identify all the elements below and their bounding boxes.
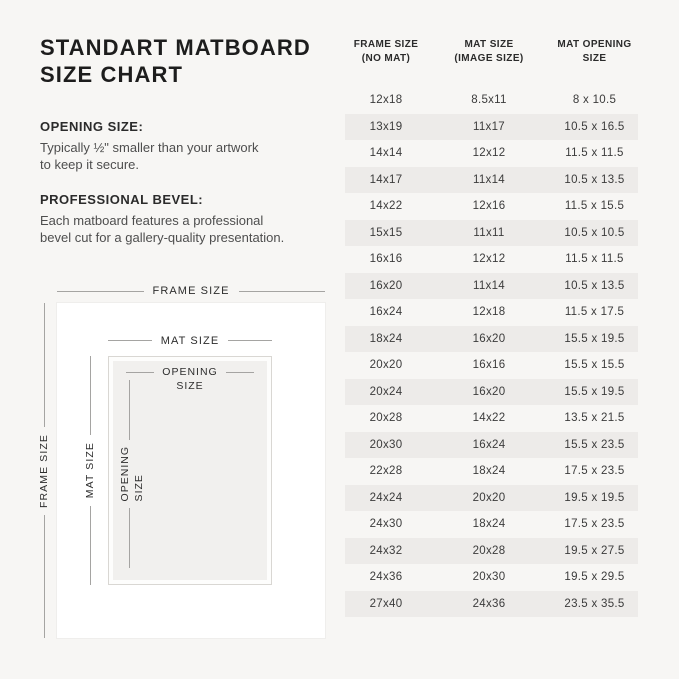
page-title bbox=[40, 34, 311, 88]
table-cell: 10.5 x 13.5 bbox=[564, 279, 625, 292]
table-row bbox=[345, 432, 638, 459]
dimension-line bbox=[90, 356, 91, 435]
dimension-line bbox=[126, 372, 154, 373]
professional-bevel-heading: PROFESSIONAL BEVEL: bbox=[40, 192, 204, 207]
table-row bbox=[345, 511, 638, 538]
column-header-mat-opening-size: MAT OPENING SIZE bbox=[557, 39, 632, 64]
table-cell: 14x22 bbox=[369, 200, 403, 213]
opening-size-label-horizontal: OPENING SIZE bbox=[162, 366, 218, 392]
table-cell: 24x24 bbox=[369, 491, 403, 504]
table-cell: 11.5 x 11.5 bbox=[565, 147, 624, 160]
table-cell: 13.5 x 21.5 bbox=[564, 412, 625, 425]
dimension-line bbox=[108, 340, 152, 341]
table-row bbox=[345, 564, 638, 591]
table-cell: 14x22 bbox=[472, 412, 506, 425]
table-cell: 12x12 bbox=[472, 253, 506, 266]
table-cell: 20x20 bbox=[369, 359, 403, 372]
table-cell: 24x36 bbox=[472, 597, 506, 610]
table-cell: 15.5 x 23.5 bbox=[564, 438, 625, 451]
table-cell: 12x18 bbox=[369, 94, 403, 107]
dimension-line bbox=[44, 515, 45, 639]
dimension-line bbox=[129, 508, 130, 568]
table-cell: 13x19 bbox=[369, 120, 403, 133]
table-row bbox=[345, 114, 638, 141]
column-header-frame-size: FRAME SIZE (NO MAT) bbox=[353, 39, 419, 64]
mat-size-horizontal-dimension bbox=[108, 334, 272, 347]
table-row bbox=[345, 140, 638, 167]
table-cell: 10.5 x 10.5 bbox=[564, 226, 625, 239]
table-cell: 24x32 bbox=[369, 544, 403, 557]
table-cell: 17.5 x 23.5 bbox=[564, 518, 625, 531]
column-header-mat-size: MAT SIZE (IMAGE SIZE) bbox=[454, 39, 524, 64]
table-cell: 14x17 bbox=[369, 173, 403, 186]
table-row bbox=[345, 326, 638, 353]
table-row bbox=[345, 167, 638, 194]
table-cell: 15x15 bbox=[369, 226, 403, 239]
table-cell: 11x14 bbox=[473, 173, 505, 186]
table-cell: 19.5 x 27.5 bbox=[564, 544, 625, 557]
table-row bbox=[345, 246, 638, 273]
table-row bbox=[345, 485, 638, 512]
professional-bevel-text-line2: bevel cut for a gallery-quality presentation. bbox=[40, 230, 285, 245]
table-cell: 20x24 bbox=[369, 385, 403, 398]
table-cell: 12x12 bbox=[472, 147, 506, 160]
table-cell: 10.5 x 13.5 bbox=[564, 173, 625, 186]
table-cell: 18x24 bbox=[369, 332, 403, 345]
table-cell: 16x20 bbox=[369, 279, 403, 292]
mat-size-vertical-dimension bbox=[84, 356, 97, 585]
table-cell: 11x11 bbox=[473, 226, 505, 239]
table-cell: 16x24 bbox=[472, 438, 506, 451]
table-cell: 8 x 10.5 bbox=[572, 94, 617, 107]
table-cell: 18x24 bbox=[472, 518, 506, 531]
table-cell: 18x24 bbox=[472, 465, 506, 478]
table-cell: 20x30 bbox=[369, 438, 403, 451]
table-cell: 11.5 x 17.5 bbox=[564, 306, 625, 319]
table-cell: 12x16 bbox=[472, 200, 506, 213]
frame-size-label-vertical: FRAME SIZE bbox=[38, 433, 51, 508]
page-title-line2: SIZE CHART bbox=[40, 62, 183, 87]
professional-bevel-info bbox=[40, 192, 284, 246]
table-cell: 20x20 bbox=[472, 491, 506, 504]
table-cell: 16x16 bbox=[472, 359, 506, 372]
table-cell: 27x40 bbox=[369, 597, 403, 610]
table-header-row bbox=[345, 30, 639, 65]
frame-size-label-horizontal: FRAME SIZE bbox=[152, 285, 230, 297]
dimension-line bbox=[57, 291, 144, 292]
table-cell: 23.5 x 35.5 bbox=[564, 597, 625, 610]
table-row bbox=[345, 405, 638, 432]
professional-bevel-text-line1: Each matboard features a professional bbox=[40, 213, 264, 228]
table-cell: 14x14 bbox=[369, 147, 403, 160]
dimension-line bbox=[228, 340, 272, 341]
table-cell: 15.5 x 19.5 bbox=[564, 385, 625, 398]
opening-size-horizontal-dimension bbox=[126, 366, 254, 393]
table-cell: 20x28 bbox=[472, 544, 506, 557]
table-row bbox=[345, 352, 638, 379]
table-body bbox=[345, 87, 638, 617]
table-cell: 16x24 bbox=[369, 306, 403, 319]
table-cell: 20x28 bbox=[369, 412, 403, 425]
table-cell: 16x20 bbox=[472, 332, 506, 345]
opening-size-label-vertical: OPENING SIZE bbox=[118, 446, 145, 502]
table-cell: 20x30 bbox=[472, 571, 506, 584]
table-cell: 8.5x11 bbox=[471, 94, 507, 107]
dimension-line bbox=[226, 372, 254, 373]
table-cell: 16x16 bbox=[369, 253, 403, 266]
table-cell: 12x18 bbox=[472, 306, 506, 319]
table-cell: 15.5 x 15.5 bbox=[564, 359, 625, 372]
table-cell: 19.5 x 29.5 bbox=[564, 571, 625, 584]
opening-size-vertical-dimension bbox=[116, 380, 145, 568]
mat-size-label-horizontal: MAT SIZE bbox=[160, 334, 220, 347]
table-row bbox=[345, 220, 638, 247]
dimension-line bbox=[239, 291, 326, 292]
table-row bbox=[345, 193, 638, 220]
table-row bbox=[345, 299, 638, 326]
table-cell: 17.5 x 23.5 bbox=[564, 465, 625, 478]
opening-size-info bbox=[40, 119, 258, 173]
table-cell: 11x17 bbox=[473, 120, 505, 133]
table-cell: 15.5 x 19.5 bbox=[564, 332, 625, 345]
table-row bbox=[345, 458, 638, 485]
table-row bbox=[345, 379, 638, 406]
table-cell: 11.5 x 15.5 bbox=[564, 200, 625, 213]
size-table bbox=[345, 30, 639, 630]
frame-size-horizontal-dimension bbox=[57, 284, 325, 298]
opening-size-text-line1: Typically ½" smaller than your artwork bbox=[40, 140, 259, 155]
table-cell: 10.5 x 16.5 bbox=[564, 120, 625, 133]
table-cell: 24x30 bbox=[369, 518, 403, 531]
frame-size-vertical-dimension bbox=[38, 303, 51, 638]
table-row bbox=[345, 538, 638, 565]
mat-size-label-vertical: MAT SIZE bbox=[84, 442, 97, 499]
table-cell: 16x20 bbox=[472, 385, 506, 398]
table-row bbox=[345, 273, 638, 300]
dimension-line bbox=[90, 506, 91, 585]
opening-size-text-line2: to keep it secure. bbox=[40, 157, 139, 172]
page-title-line1: STANDART MATBOARD bbox=[40, 35, 311, 60]
table-cell: 11.5 x 11.5 bbox=[565, 253, 624, 266]
dimension-line bbox=[44, 303, 45, 427]
table-row bbox=[345, 591, 638, 618]
opening-size-heading: OPENING SIZE: bbox=[40, 119, 144, 134]
table-cell: 11x14 bbox=[473, 279, 505, 292]
table-row bbox=[345, 87, 638, 114]
dimension-line bbox=[129, 380, 130, 440]
table-cell: 22x28 bbox=[369, 465, 403, 478]
table-cell: 19.5 x 19.5 bbox=[564, 491, 625, 504]
table-cell: 24x36 bbox=[369, 571, 403, 584]
